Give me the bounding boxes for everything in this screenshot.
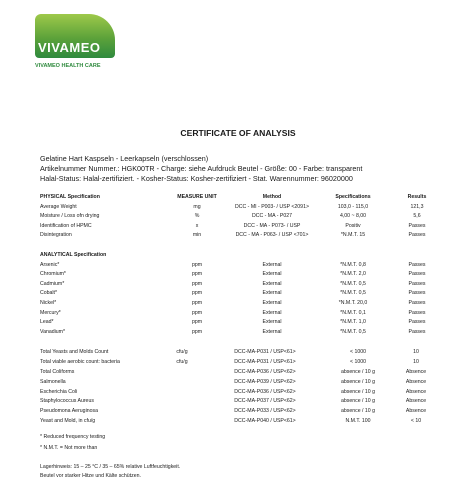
cell-parameter: Chromium* [40,271,66,278]
cell-result: 10 [413,358,419,365]
cell-unit: % [194,213,200,220]
cell-spec: *N.M.T. 15 [340,232,366,239]
cell-result: Absence [405,388,427,395]
product-name-line: Gelatine Hart Kaspseln - Leerkapseln (verschlossen) [40,154,209,163]
cell-spec: *N.M.T. 20,0 [338,299,368,306]
cell-method: DCC-MA-P040 / USP<61> [234,418,296,425]
cell-result: Absence [405,398,427,405]
cell-method: External [262,290,282,297]
cell-unit: ppm [191,328,203,335]
table-row [40,310,450,320]
cell-spec: < 1000 [349,349,366,355]
cell-result: 121,3 [410,203,424,210]
table-row [40,379,450,389]
cell-parameter: Staphylococcus Aureus [40,398,94,405]
cell-spec: N.M.T. 100 [345,418,371,425]
cell-spec: < 1000 [349,358,366,365]
product-article-line: Artikelnummer Nummer.: HGK00TR - Charge: siehe Aufdruck Beutel - Größe: 00 - Farbe: transparent [40,164,363,173]
cell-result: 5,6 [413,213,421,220]
cell-parameter: Salmonella [40,378,66,385]
header-specifications: Specifications [335,194,371,200]
cell-result: Passes [408,309,426,316]
cell-method: External [262,319,282,326]
cell-result: < 10 [410,418,422,425]
table-row [40,204,450,214]
table-row [40,271,450,281]
cell-parameter: Disintegration [40,232,72,239]
cell-parameter: Pseudomona Aeruginosa [40,408,98,415]
cell-parameter: Mercury* [40,309,61,316]
analytical-heading: ANALYTICAL Specification [40,252,107,258]
physical-header-row [40,194,450,204]
cell-result: Passes [408,319,426,326]
cell-result: Passes [408,261,426,268]
table-row [40,398,450,408]
cell-spec: *N.M.T. 0,1 [340,309,366,316]
footnote-reduced-frequency: * Reduced frequency testing [40,434,106,440]
cell-spec: absence / 10 g [340,408,376,415]
cell-method: DCC-MA-P033 / USP<62> [234,408,296,415]
cell-unit: x [195,222,199,229]
cell-spec: *N.M.T. 0,8 [340,261,366,268]
cell-spec: absence / 10 g [340,388,376,395]
cell-method: External [262,261,282,268]
table-row [40,213,450,223]
cell-result: Passes [408,290,426,297]
storage-note-protection: Beutel vor starker Hitze und Kälte schützen. [40,473,141,479]
cell-parameter: Cobalt* [40,290,58,297]
cell-spec: absence / 10 g [340,378,376,385]
cell-result: Passes [408,328,426,335]
cell-method: DCC - MA - P073- / USP [243,222,301,229]
logo-tagline: VIVAMEO HEALTH CARE [35,63,101,69]
cell-spec: absence / 10 g [340,398,376,405]
cell-parameter: Escherichia Coli [40,388,78,395]
cell-parameter: Total Coliforms [40,368,75,375]
analytical-spec-table [40,252,450,338]
cell-method: External [262,271,282,278]
table-row [40,369,450,379]
cell-spec: *N.M.T. 0,5 [340,328,366,335]
table-row [40,408,450,418]
cell-method: External [262,299,282,306]
cell-parameter: Identification of HPMC [40,222,92,229]
header-parameter: PHYSICAL Specification [40,194,100,200]
cell-method: DCC - MA - P027 [251,213,293,220]
cell-parameter: Total viable aerobic count: bacteria [40,358,120,365]
cell-method: DCC-MA-P037 / USP<62> [234,398,296,405]
header-method: Method [262,194,282,200]
cell-unit: ppm [191,280,203,287]
cell-result: Passes [408,271,426,278]
cell-spec: *N.M.T. 0,5 [340,280,366,287]
cell-parameter: Nickel* [40,299,57,306]
cell-unit: cfu/g [176,358,188,365]
physical-spec-table [40,194,450,242]
table-row [40,418,450,428]
document-title: CERTIFICATE OF ANALYSIS [180,128,296,138]
table-row [40,349,450,359]
cell-unit: ppm [191,319,203,326]
microbiology-table [40,349,450,428]
cell-method: DCC - MI - P003- / USP <2091> [234,203,309,210]
cell-unit: mg [193,203,201,210]
table-row [40,281,450,291]
table-row [40,389,450,399]
cell-method: DCC-MA-P036 / USP<62> [234,368,296,375]
cell-parameter: Yeast and Mold, in cfu/g [40,418,96,425]
table-row [40,223,450,233]
product-status-line: Halal-Status: Halal-zertifiziert. - Kosher-Status: Kosher-zertifiziert - Stat. Warennummer: 96020000 [40,174,353,183]
table-row [40,300,450,310]
cell-result: Passes [408,232,426,239]
cell-spec: *N.M.T. 1,0 [340,319,366,326]
cell-unit: ppm [191,271,203,278]
cell-unit: ppm [191,299,203,306]
cell-method: DCC - MA - P063- / USP <701> [235,232,309,239]
cell-method: External [262,328,282,335]
cell-parameter: Total Yeasts and Molds Count [40,349,109,355]
cell-parameter: Moisture / Loss ofn drying [40,213,100,220]
header-results: Results [407,194,427,200]
cell-parameter: Arsenic* [40,261,60,268]
cell-spec: *N.M.T. 0,5 [340,290,366,297]
cell-result: Passes [408,299,426,306]
cell-spec: *N.M.T. 2,0 [340,271,366,278]
cell-parameter: Vanadium* [40,328,65,335]
cell-parameter: Average Weight [40,203,77,210]
cell-spec: Positiv [345,222,361,229]
cell-parameter: Cadmium* [40,280,65,287]
cell-unit: ppm [191,261,203,268]
cell-unit: ppm [191,290,203,297]
cell-result: Absence [405,378,427,385]
cell-spec: 103,0 - 115,0 [337,203,369,210]
cell-method: External [262,309,282,316]
cell-method: External [262,280,282,287]
table-row [40,329,450,339]
cell-result: Passes [408,222,426,229]
table-row [40,359,450,369]
table-row [40,262,450,272]
cell-unit: cfu/g [176,349,188,355]
cell-result: Passes [408,280,426,287]
cell-result: 10 [413,349,419,355]
cell-result: Absence [405,408,427,415]
cell-spec: 4,00 ~ 8,00 [339,213,367,220]
brand-logo [35,14,115,70]
logo-wordmark: VIVAMEO [38,40,101,55]
cell-method: DCC-MA-P031 / USP<61> [234,349,296,355]
table-row [40,232,450,242]
cell-result: Absence [405,368,427,375]
cell-unit: min [192,232,202,239]
analytical-heading-row [40,252,450,262]
cell-parameter: Lead* [40,319,54,326]
cell-spec: absence / 10 g [340,368,376,375]
cell-method: DCC-MA-P039 / USP<62> [234,378,296,385]
cell-method: DCC-MA-P036 / USP<62> [234,388,296,395]
table-row [40,319,450,329]
cell-unit: ppm [191,309,203,316]
header-unit: MEASURE UNIT [177,194,217,200]
storage-note-conditions: Lagerhinweis: 15 – 25 °C / 35 – 65% relative Luftfeuchtigkeit. [40,464,181,470]
footnote-nmt-definition: * N.M.T. = Not more than [40,445,98,451]
table-row [40,290,450,300]
cell-method: DCC-MA-P031 / USP<61> [234,358,296,365]
